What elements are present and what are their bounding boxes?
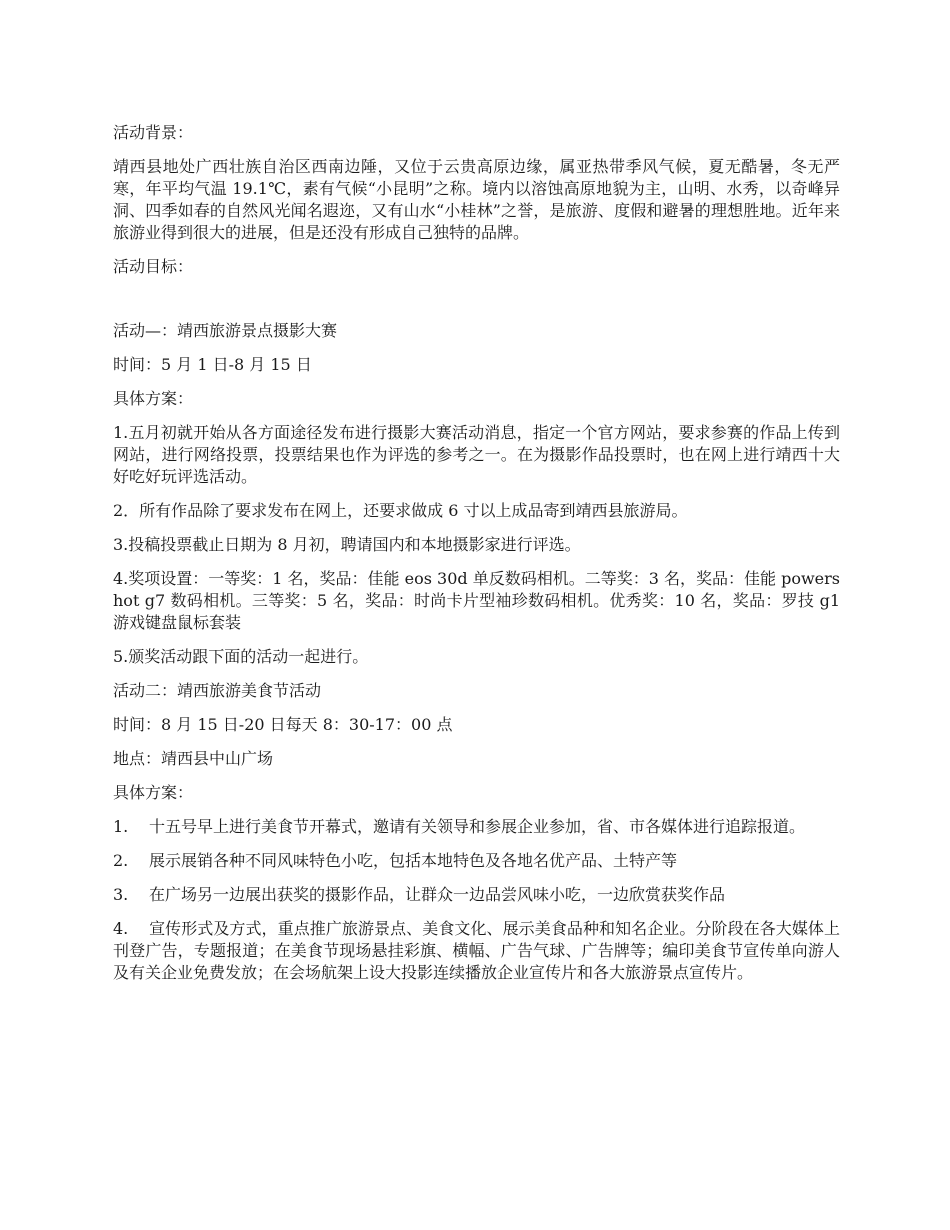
list-number: 4.: [113, 919, 129, 938]
activity2-time: 时间：8 月 15 日-20 日每天 8：30-17：00 点: [113, 715, 453, 734]
activity2-location: 地点：靖西县中山广场: [113, 749, 274, 768]
list-text: 十五号早上进行美食节开幕式，邀请有关领导和参展企业参加，省、市各媒体进行追踪报道。: [149, 817, 806, 836]
background-heading: 活动背景：: [113, 123, 194, 142]
activity1-item-1: 1.五月初就开始从各方面途径发布进行摄影大赛活动消息，指定一个官方网站，要求参赛的作品上传到网站，进行网络投票，投票结果也作为评选的参考之一。在为摄影作品投票时，也在网上进行靖西十大好吃好玩评选活动。: [113, 423, 840, 486]
activity2-plan-heading: 具体方案：: [113, 783, 194, 802]
activity2-item-4: [113, 918, 840, 984]
activity2-title: 活动二：靖西旅游美食节活动: [113, 681, 322, 700]
list-number: 1.: [113, 817, 129, 836]
list-text: 在广场另一边展出获奖的摄影作品，让群众一边品尝风味小吃，一边欣赏获奖作品: [149, 885, 726, 904]
activity1-item-2: 2．所有作品除了要求发布在网上，还要求做成 6 寸以上成品寄到靖西县旅游局。: [113, 501, 688, 520]
activity2-item-3: [113, 884, 840, 906]
activity1-item-5: 5.颁奖活动跟下面的活动一起进行。: [113, 647, 369, 666]
activity2-item-1: [113, 816, 840, 838]
list-text: 展示展销各种不同风味特色小吃，包括本地特色及各地名优产品、土特产等: [149, 851, 678, 870]
activity1-item-3: 3.投稿投票截止日期为 8 月初，聘请国内和本地摄影家进行评选。: [113, 535, 581, 554]
list-text: 宣传形式及方式，重点推广旅游景点、美食文化、展示美食品种和知名企业。分阶段在各大媒体上刊登广告，专题报道；在美食节现场悬挂彩旗、横幅、广告气球、广告牌等；编印美食节宣传单向游人及有关企业免费发放；在会场航架上设大投影连续播放企业宣传片和各大旅游景点宣传片。: [113, 919, 840, 982]
activity1-item-4: 4.奖项设置：一等奖：1 名，奖品：佳能 eos 30d 单反数码相机。二等奖：3 名，奖品：佳能 powershot g7 数码相机。三等奖：5 名，奖品：时尚卡片型袖珍数码相机。优秀奖：10 名，奖品：罗技 g1 游戏键盘鼠标套装: [113, 569, 840, 632]
activity1-time: 时间：5 月 1 日-8 月 15 日: [113, 355, 312, 374]
list-number: 2.: [113, 851, 129, 870]
activity1-plan-heading: 具体方案：: [113, 389, 194, 408]
activity2-item-2: [113, 850, 840, 872]
list-number: 3.: [113, 885, 129, 904]
blank-space: [113, 290, 840, 320]
activity1-title: 活动—：靖西旅游景点摄影大赛: [113, 321, 338, 340]
goal-heading: 活动目标：: [113, 257, 194, 276]
background-text: 靖西县地处广西壮族自治区西南边陲，又位于云贵高原边缘，属亚热带季风气候，夏无酷暑，冬无严寒，年平均气温 19.1℃，素有气候“小昆明”之称。境内以溶蚀高原地貌为主，山明、水秀，以奇峰异洞、四季如春的自然风光闻名遐迩，又有山水“小桂林”之誉，是旅游、度假和避暑的理想胜地。近年来旅游业得到很大的进展，但是还没有形成自己独特的品牌。: [113, 157, 840, 242]
